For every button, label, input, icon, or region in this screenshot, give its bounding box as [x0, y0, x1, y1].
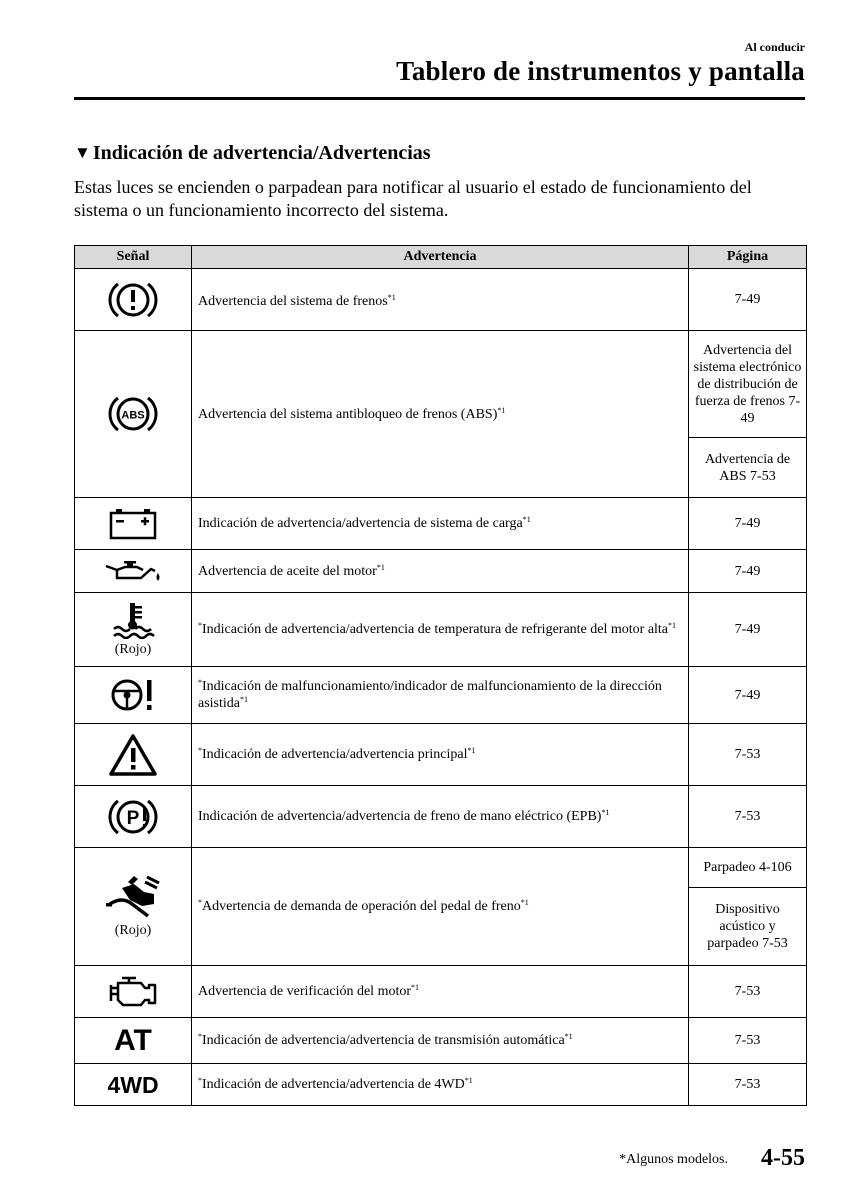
- prefix-mark: *: [198, 1076, 202, 1085]
- warning-text: Indicación de advertencia/advertencia de temperatura de refrigerante del motor alta: [202, 622, 669, 637]
- section-heading-text: Indicación de advertencia/Advertencias: [92, 142, 431, 164]
- table-row: [75, 1064, 807, 1106]
- footnote-ref: *1: [601, 808, 610, 817]
- master-warning-triangle-icon: [108, 733, 158, 777]
- prefix-mark: *: [198, 621, 202, 630]
- prefix-mark: *: [198, 746, 202, 755]
- color-caption: (Rojo): [114, 923, 152, 938]
- 4wd-text-icon: 4WD: [107, 1071, 159, 1098]
- table-row: [75, 786, 807, 848]
- title-rule: [74, 97, 805, 100]
- signal-cell: [75, 966, 192, 1018]
- warning-text: Indicación de advertencia/advertencia de 4WD: [202, 1077, 465, 1092]
- warning-text: Advertencia de demanda de operación del pedal de freno: [202, 899, 521, 914]
- triangle-marker-icon: ▼: [74, 143, 91, 162]
- signal-cell: [75, 1018, 192, 1064]
- warning-cell: [192, 331, 689, 498]
- warning-text: Indicación de advertencia/advertencia de transmisión automática: [202, 1033, 565, 1048]
- page-cell: 7-49: [689, 498, 807, 550]
- footnote-ref: *1: [522, 515, 531, 524]
- table-row: [75, 331, 807, 438]
- warning-cell: [192, 786, 689, 848]
- table-row: [75, 724, 807, 786]
- warning-text: Advertencia del sistema de frenos: [198, 294, 388, 309]
- page-cell: 7-53: [689, 1018, 807, 1064]
- warning-cell: [192, 593, 689, 667]
- signal-cell: [75, 667, 192, 724]
- color-caption: (Rojo): [114, 642, 152, 657]
- coolant-temperature-icon: [111, 601, 155, 639]
- footnote-text: *Algunos modelos.: [619, 1152, 728, 1167]
- footnote-ref: *1: [376, 562, 385, 572]
- check-engine-icon: [105, 974, 161, 1010]
- signal-cell: [75, 848, 192, 966]
- page-cell: 7-53: [689, 1064, 807, 1106]
- page-cell: 7-53: [689, 966, 807, 1018]
- svg-text:P: P: [126, 807, 140, 829]
- warning-text: Indicación de advertencia/advertencia de freno de mano eléctrico (EPB): [198, 809, 602, 824]
- oil-can-icon: [103, 558, 163, 584]
- footnote-ref: *1: [240, 695, 248, 704]
- brake-pedal-demand-icon: [104, 874, 162, 920]
- signal-cell: [75, 498, 192, 550]
- page-title: Tablero de instrumentos y pantalla: [396, 56, 805, 86]
- warning-cell: [192, 1018, 689, 1064]
- warning-cell: [192, 966, 689, 1018]
- page-cell: 7-49: [689, 593, 807, 667]
- page-cell: 7-49: [689, 667, 807, 724]
- page-cell: Parpadeo 4-106: [689, 848, 807, 888]
- page-cell: 7-49: [689, 269, 807, 331]
- header-page: Página: [689, 246, 807, 269]
- table-row: [75, 667, 807, 724]
- warning-cell: [192, 269, 689, 331]
- footnote-ref: *1: [387, 293, 396, 302]
- table-row: [75, 966, 807, 1018]
- table-row: [75, 498, 807, 550]
- page-cell: Dispositivo acústico y parpadeo 7-53: [689, 888, 807, 966]
- footnote-ref: *1: [467, 746, 476, 755]
- warning-cell: [192, 550, 689, 593]
- warning-cell: [192, 1064, 689, 1106]
- footnote-ref: *1: [668, 621, 677, 630]
- header-warning: Advertencia: [192, 246, 689, 269]
- page-number: 4-55: [761, 1145, 805, 1171]
- warning-table: [74, 245, 807, 1106]
- warning-cell: [192, 498, 689, 550]
- signal-cell: [75, 269, 192, 331]
- signal-cell: [75, 550, 192, 593]
- warning-text: Indicación de malfuncionamiento/indicador de malfuncionamiento de la dirección asistida: [198, 679, 662, 711]
- signal-cell: [75, 786, 192, 848]
- warning-cell: [192, 667, 689, 724]
- power-steering-icon: [109, 676, 157, 714]
- prefix-mark: *: [198, 1032, 202, 1041]
- page-cell: Advertencia de ABS 7-53: [689, 438, 807, 498]
- table-header-row: [75, 246, 807, 269]
- svg-text:ABS: ABS: [121, 409, 145, 422]
- page-cell: 7-53: [689, 786, 807, 848]
- header-signal: Señal: [75, 246, 192, 269]
- page-cell: 7-49: [689, 550, 807, 593]
- battery-charging-icon: [107, 507, 159, 541]
- footnote-ref: *1: [464, 1076, 473, 1085]
- page-cell: 7-53: [689, 724, 807, 786]
- footnote-ref: *1: [520, 898, 529, 907]
- warning-text: Advertencia de aceite del motor: [198, 563, 377, 579]
- warning-text: Indicación de advertencia/advertencia principal: [202, 747, 468, 762]
- signal-cell: [75, 593, 192, 667]
- table-row: [75, 269, 807, 331]
- table-row: [75, 593, 807, 667]
- footnote-ref: *1: [564, 1032, 573, 1041]
- section-heading: [74, 142, 431, 165]
- footnote-ref: *1: [497, 405, 506, 415]
- section-label: Al conducir: [744, 40, 805, 54]
- brake-warning-icon: [105, 278, 161, 322]
- page-cell: Advertencia del sistema electrónico de distribución de fuerza de frenos 7-49: [689, 331, 807, 438]
- table-row: [75, 1018, 807, 1064]
- table-row: [75, 848, 807, 888]
- signal-cell: [75, 1064, 192, 1106]
- at-text-icon: AT: [114, 1023, 152, 1057]
- footnote-ref: *1: [411, 983, 420, 992]
- warning-cell: [192, 724, 689, 786]
- electric-parking-brake-icon: [105, 795, 161, 839]
- signal-cell: [75, 724, 192, 786]
- prefix-mark: *: [198, 898, 202, 907]
- table-row: [75, 550, 807, 593]
- warning-cell: [192, 848, 689, 966]
- warning-text: Advertencia de verificación del motor: [198, 984, 412, 999]
- warning-text: Indicación de advertencia/advertencia de sistema de carga: [198, 516, 523, 531]
- signal-cell: [75, 331, 192, 498]
- warning-text: Advertencia del sistema antibloqueo de frenos (ABS): [198, 406, 498, 422]
- intro-paragraph: Estas luces se encienden o parpadean para notificar al usuario el estado de funcionamiento del sistema o un funcionamiento incorrecto del sistema.: [74, 177, 752, 220]
- abs-warning-icon: [105, 392, 161, 436]
- prefix-mark: *: [198, 678, 202, 687]
